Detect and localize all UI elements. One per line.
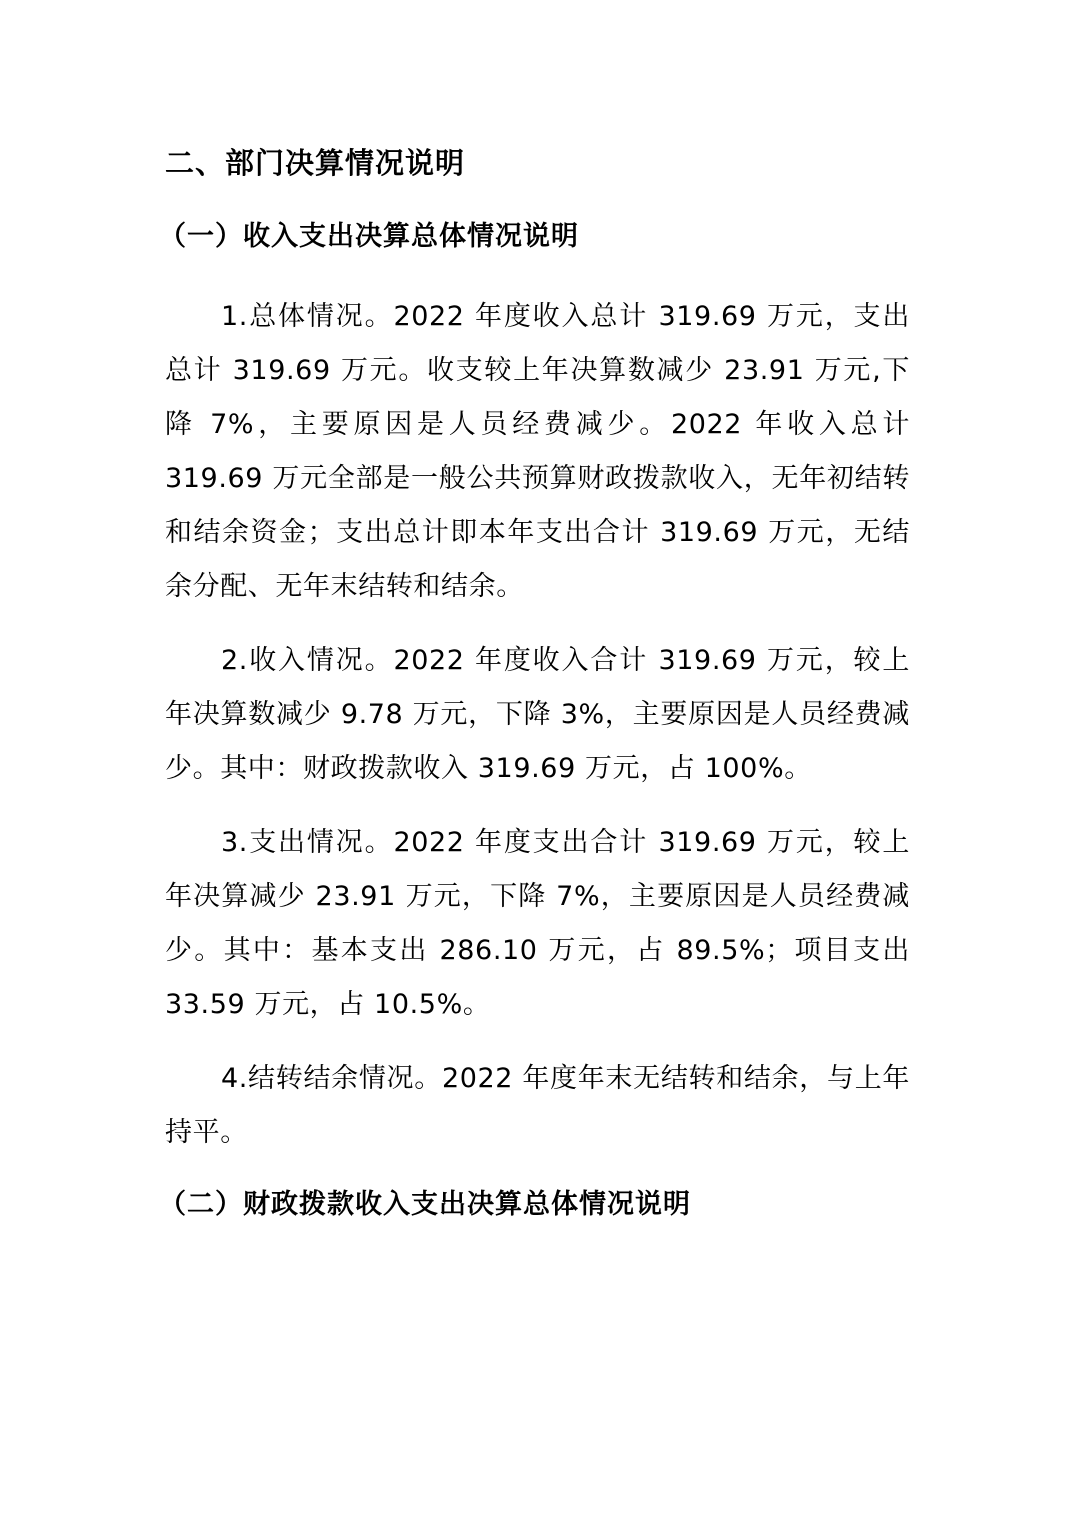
subsection-title-1: （一）收入支出决算总体情况说明 <box>159 221 579 252</box>
paragraph-overall: 1.总体情况。2022 年度收入总计 319.69 万元，支出总计 319.69 万元。收支较上年决算数减少 23.91 万元,下降 7%，主要原因是人员经费减少。2022 年收入总计 319.69 万元全部是一般公共预算财政拨款收入，无年初结转和结余资金；支出总计即本年支出合计 319.69 万元，无结余分配、无年末结转和结余。 <box>165 301 910 602</box>
subsection-title-2: （二）财政拨款收入支出决算总体情况说明 <box>159 1189 691 1220</box>
paragraph-expenditure: 3.支出情况。2022 年度支出合计 319.69 万元，较上年决算减少 23.91 万元，下降 7%，主要原因是人员经费减少。其中：基本支出 286.10 万元，占 89.5%；项目支出 33.59 万元，占 10.5%。 <box>165 827 910 1020</box>
section-title: 二、部门决算情况说明 <box>165 146 466 180</box>
paragraph-carryover: 4.结转结余情况。2022 年度年末无结转和结余，与上年持平。 <box>165 1063 910 1148</box>
paragraph-income: 2.收入情况。2022 年度收入合计 319.69 万元，较上年决算数减少 9.78 万元，下降 3%，主要原因是人员经费减少。其中：财政拨款收入 319.69 万元，占 100%。 <box>165 645 910 784</box>
document-content <box>159 138 910 1258</box>
